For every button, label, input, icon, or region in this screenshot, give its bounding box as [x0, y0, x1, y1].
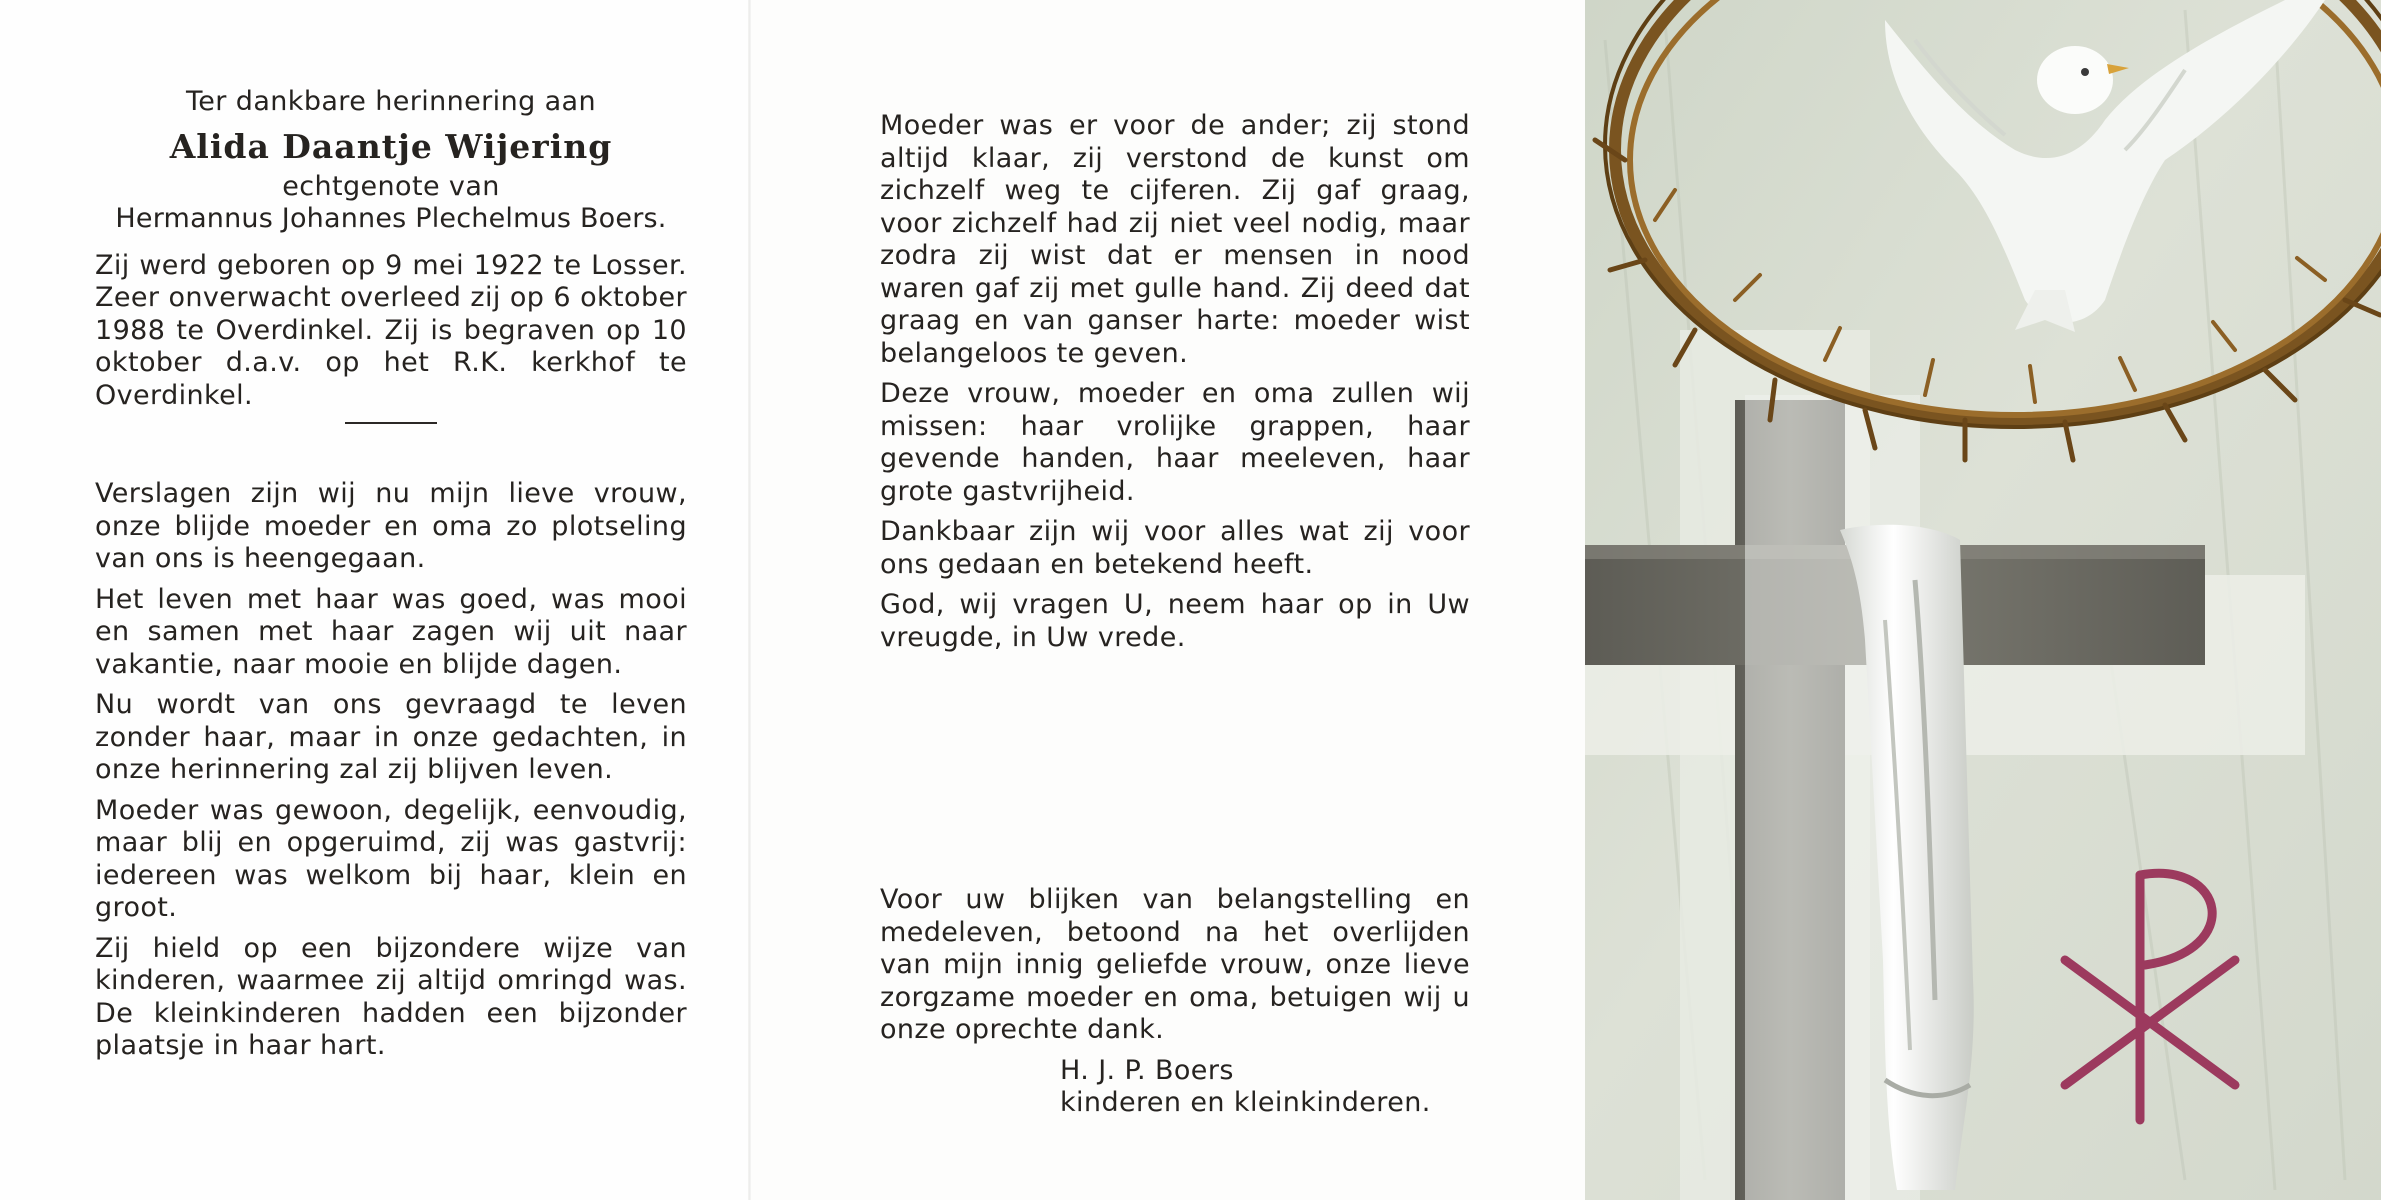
memorial-paragraph: Het leven met haar was goed, was mooi en samen met haar zagen wij uit naar vakantie, naar mooie en blijde dagen.	[95, 583, 687, 680]
middle-column	[880, 110, 1470, 1120]
memorial-paragraph: Moeder was gewoon, degelijk, eenvoudig, maar blij en opgeruimd, zij was gastvrij: iedereen was welkom bij haar, klein en groot.	[95, 794, 687, 923]
memorial-paragraph: Zij hield op een bijzondere wijze van kinderen, waarmee zij altijd omringd was. De kleinkinderen hadden een bijzonder plaatsje in haar hart.	[95, 932, 687, 1061]
relation-line: echtgenote van	[282, 170, 500, 202]
thanks-paragraph: Voor uw blijken van belangstelling en medeleven, betoond na het overlijden van mijn innig geliefde vrouw, onze lieve zorgzame moeder en oma, betuigen wij u onze oprechte dank.	[880, 884, 1470, 1045]
divider	[345, 422, 437, 424]
illustration-panel	[1585, 0, 2381, 1200]
memorial-paragraph: Dankbaar zijn wij voor alles wat zij voor ons gedaan en betekend heeft.	[880, 516, 1470, 580]
biography: Zij werd geboren op 9 mei 1922 te Losser. Zeer onverwacht overleed zij op 6 oktober 1988 te Overdinkel. Zij is begraven op 10 oktober d.a.v. op het R.K. kerkhof te Overdinkel.	[95, 249, 687, 411]
memorial-paragraph: Deze vrouw, moeder en oma zullen wij missen: haar vrolijke grappen, haar gevende handen, haar meeleven, haar grote gastvrijheid.	[880, 378, 1470, 507]
memorial-paragraph: Moeder was er voor de ander; zij stond altijd klaar, zij verstond de kunst om zichzelf weg te cijferen. Zij gaf graag, voor zichzelf had zij niet veel nodig, maar zodra zij wist dat er mensen in nood waren gaf zij met gulle hand. Zij deed dat graag en van ganser harte: moeder wist belangeloos te geven.	[880, 110, 1470, 369]
intro-line: Ter dankbare herinnering aan	[185, 86, 597, 117]
deceased-name: Alida Daantje Wijering	[169, 126, 613, 166]
memorial-paragraph: God, wij vragen U, neem haar op in Uw vreugde, in Uw vrede.	[880, 589, 1470, 653]
husband-name: Hermannus Johannes Plechelmus Boers.	[115, 203, 667, 234]
memorial-paragraph: Verslagen zijn wij nu mijn lieve vrouw, onze blijde moeder en oma zo plotseling van ons is heengegaan.	[95, 478, 687, 574]
illustration	[1585, 0, 2381, 1200]
signature-name: H. J. P. Boers	[1060, 1054, 1234, 1086]
card-fold	[748, 0, 751, 1200]
spacer	[880, 662, 1470, 884]
signature-family: kinderen en kleinkinderen.	[1060, 1087, 1431, 1118]
left-column	[95, 86, 687, 1071]
memorial-paragraph: Nu wordt van ons gevraagd te leven zonder haar, maar in onze gedachten, in onze herinnering zal zij blijven leven.	[95, 689, 687, 785]
